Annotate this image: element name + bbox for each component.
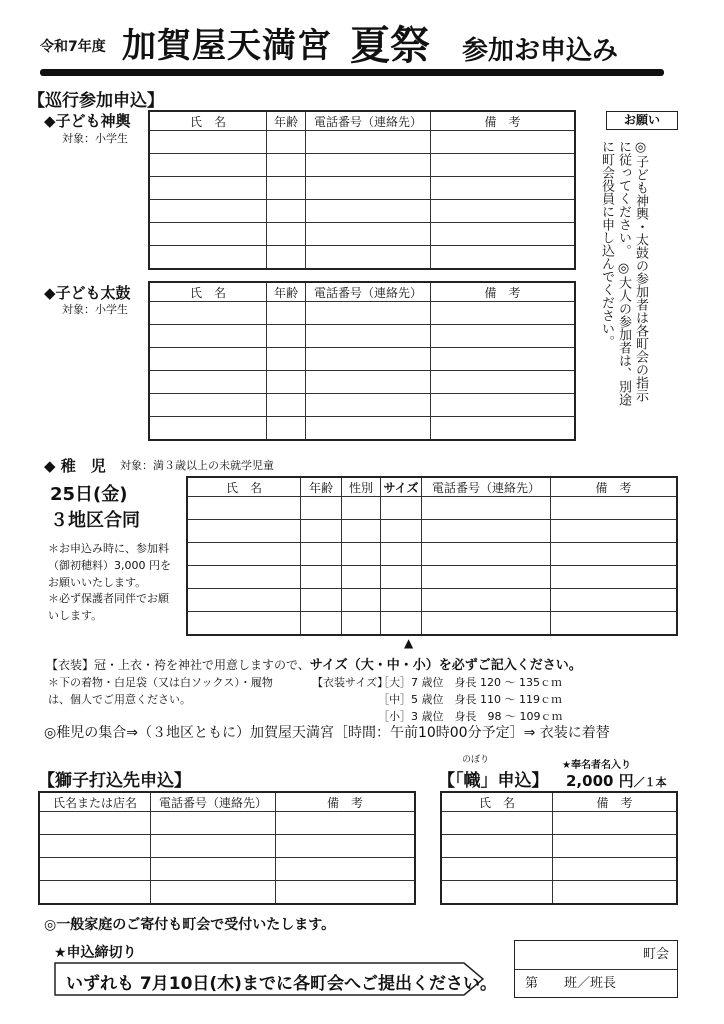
group-label: 第 班／班長 [525, 976, 617, 991]
table-row[interactable] [149, 325, 575, 348]
nobori-table [440, 791, 678, 905]
col-name: 氏 名 [187, 477, 301, 497]
col-name: 氏 名 [149, 282, 267, 302]
size-small: ［小］3 歳位 身長 98 ～ 109ｃｍ [378, 710, 563, 723]
nobori-price-note: ★奉名者名入り [562, 760, 631, 771]
town-label: 町会 [515, 941, 677, 970]
col-shop-name: 氏名または店名 [39, 792, 151, 812]
chigo-note-1: ＊お申込み時に、参加料（御初穂料）3,000 円をお願いいたします。 [48, 542, 171, 589]
taiko-table [148, 281, 576, 441]
shishi-table [38, 791, 416, 905]
col-phone: 電話番号（連絡先） [306, 111, 431, 131]
nobori-ruby: のぼり [462, 755, 490, 765]
chigo-title: ◆ 稚 児 [44, 457, 106, 475]
chigo-place: ３地区合同 [50, 510, 140, 531]
table-row[interactable] [441, 858, 677, 881]
table-row[interactable] [441, 835, 677, 858]
table-row[interactable] [441, 881, 677, 904]
notice-text [598, 140, 649, 410]
col-phone: 電話番号（連絡先） [422, 477, 551, 497]
col-notes: 備 考 [276, 792, 416, 812]
notice-line-1: ◎子ども神輿・太鼓の参加者は各町会の指示に従ってください。 [616, 140, 648, 402]
town-box [514, 940, 678, 998]
costume-size-request: サイズ（大・中・小）を必ずご記入ください。 [309, 658, 582, 673]
table-row[interactable] [187, 566, 677, 589]
table-row[interactable] [441, 812, 677, 835]
col-gender: 性別 [342, 477, 381, 497]
table-row[interactable] [149, 417, 575, 440]
costume-size-label: 【衣装サイズ】 [312, 676, 389, 689]
table-row[interactable] [149, 177, 575, 200]
table-row[interactable] [149, 154, 575, 177]
notice-title: お願い [606, 111, 678, 130]
nobori-price [566, 770, 667, 791]
costume-note: ＊下の着物・白足袋（又は白ソックス）・履物は、個人でご用意ください。 [48, 676, 273, 706]
header-rule [40, 69, 664, 76]
table-row[interactable] [187, 589, 677, 612]
col-phone: 電話番号（連絡先） [306, 282, 431, 302]
costume-sizes [378, 674, 562, 725]
table-row[interactable] [187, 543, 677, 566]
col-notes: 備 考 [551, 477, 678, 497]
col-name: 氏 名 [441, 792, 553, 812]
table-row[interactable] [149, 302, 575, 325]
chigo-date: 25日(金) [50, 484, 128, 505]
col-notes: 備 考 [431, 282, 576, 302]
era-label: 令和7年度 [40, 39, 106, 55]
mikoshi-title: ◆子ども神輿 [44, 112, 131, 130]
size-arrow-icon: ▲ [404, 636, 414, 650]
nobori-price-value: 2,000 円 [566, 772, 634, 790]
col-age: 年齢 [301, 477, 342, 497]
col-name: 氏 名 [149, 111, 267, 131]
table-row[interactable] [187, 520, 677, 543]
shrine-name: 加賀屋天満宮 [122, 26, 332, 66]
table-row[interactable] [149, 200, 575, 223]
table-row[interactable] [187, 612, 677, 635]
table-row[interactable] [39, 881, 415, 904]
procession-heading: 【巡行参加申込】 [28, 91, 164, 111]
col-age: 年齢 [267, 111, 306, 131]
costume-label: 【衣装】冠・上衣・袴を神社で用意しますので、 [46, 658, 310, 672]
mikoshi-table [148, 110, 576, 270]
size-large: ［大］7 歳位 身長 120 ～ 135ｃｍ [378, 676, 562, 689]
table-row[interactable] [39, 835, 415, 858]
table-row[interactable] [149, 394, 575, 417]
chigo-date-block [50, 482, 140, 534]
col-phone: 電話番号（連絡先） [151, 792, 276, 812]
shishi-heading: 【獅子打込先申込】 [38, 771, 191, 791]
nobori-heading: 【「幟」申込】 [438, 771, 549, 791]
chigo-target: 対象：満３歳以上の未就学児童 [120, 459, 274, 472]
table-row[interactable] [39, 812, 415, 835]
apply-title: 参加お申込み [462, 36, 619, 66]
mikoshi-target: 対象：小学生 [62, 132, 128, 145]
table-row[interactable] [149, 371, 575, 394]
table-row[interactable] [149, 131, 575, 154]
chigo-note-2: ＊必ず保護者同伴でお願いします。 [48, 592, 169, 622]
donation-note: ◎一般家庭のご寄付も町会で受付いたします。 [44, 917, 336, 933]
size-medium: ［中］5 歳位 身長 110 ～ 119ｃｍ [378, 693, 562, 706]
notice-line-2: ◎大人の参加者は、別途に町会役員に申し込んでください。 [599, 140, 631, 407]
table-row[interactable] [149, 246, 575, 269]
gathering-info: ◎稚児の集合⇒（３地区ともに）加賀屋天満宮［時間：午前10時00分予定］⇒ 衣装に着替 [44, 725, 610, 741]
deadline-label: ★申込締切り [54, 945, 137, 961]
nobori-unit: ／１本 [633, 776, 667, 789]
taiko-target: 対象：小学生 [62, 303, 128, 316]
table-row[interactable] [149, 223, 575, 246]
table-row[interactable] [149, 348, 575, 371]
col-notes: 備 考 [553, 792, 678, 812]
col-age: 年齢 [267, 282, 306, 302]
festival-title: 夏祭 [350, 22, 430, 69]
taiko-title: ◆子ども太鼓 [44, 284, 131, 302]
col-notes: 備 考 [431, 111, 576, 131]
chigo-table [186, 476, 678, 636]
deadline-text: いずれも 7月10日(木)までに各町会へご提出ください。 [66, 974, 497, 994]
table-row[interactable] [39, 858, 415, 881]
costume-line [46, 654, 582, 673]
table-row[interactable] [187, 497, 677, 520]
col-size: サイズ [381, 477, 422, 497]
